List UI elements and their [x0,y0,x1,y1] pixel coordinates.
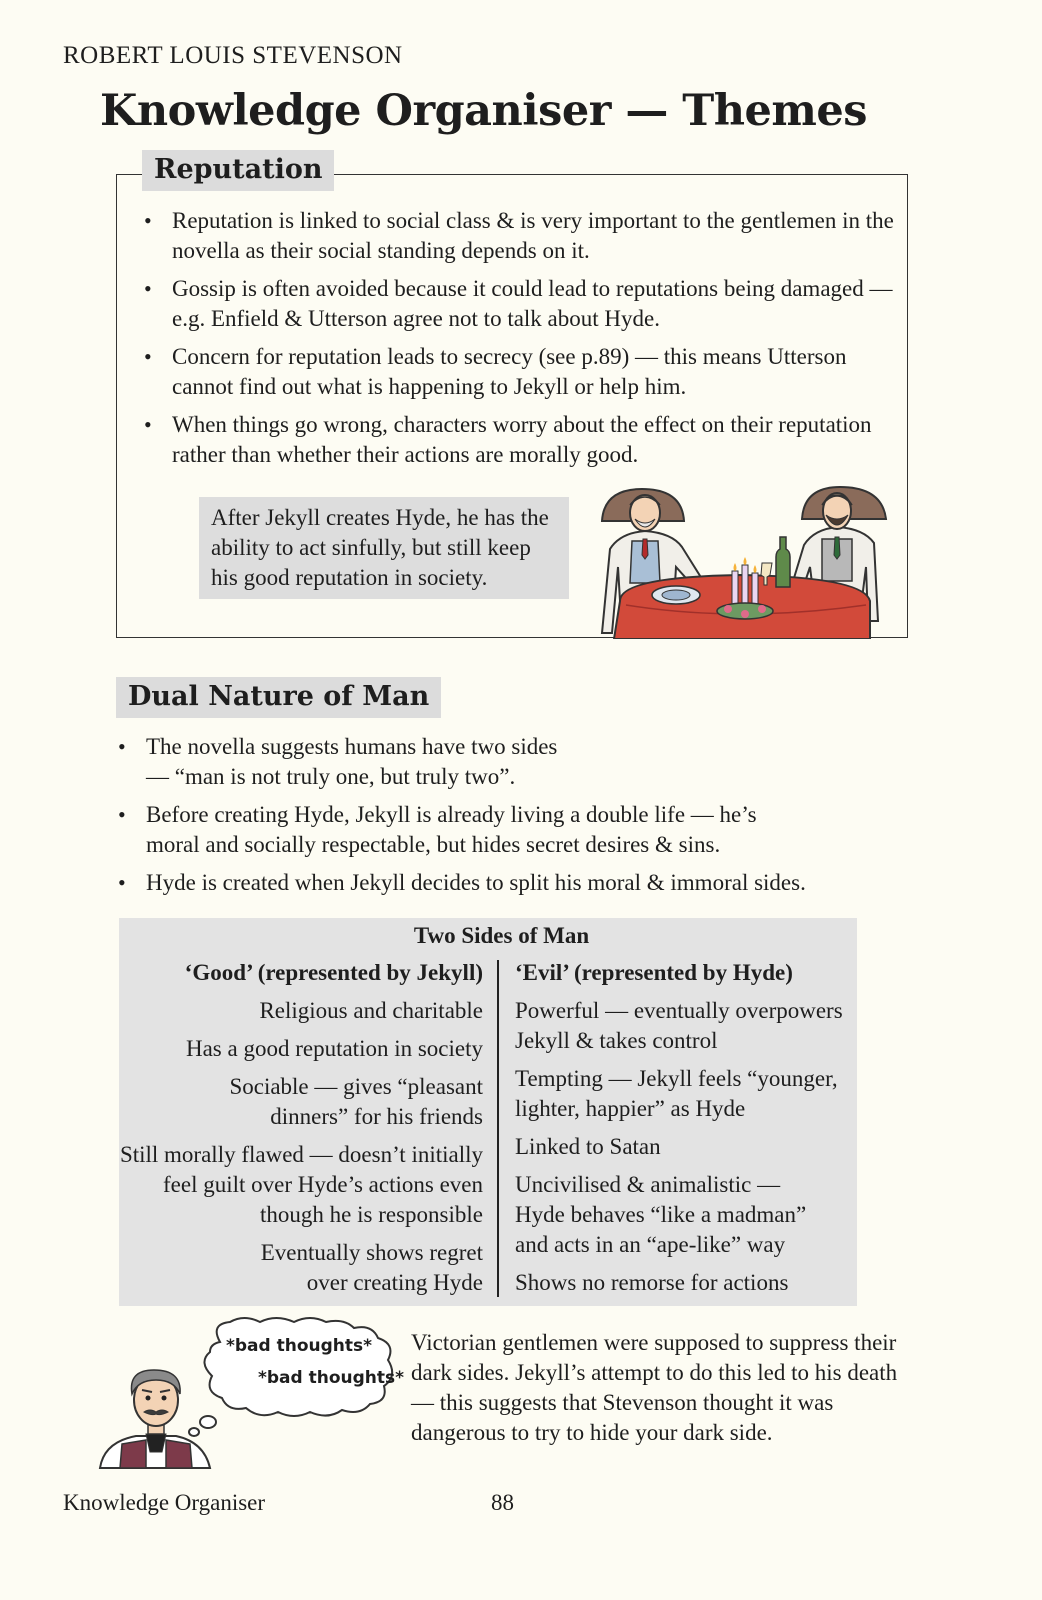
reputation-heading: Reputation [142,150,334,191]
evil-row: Linked to Satan [515,1134,661,1159]
list-item: • Reputation is linked to social class & is very important to the gentlemen in the novella as their social standing depends on it. [142,206,902,266]
closing-paragraph: Victorian gentlemen were supposed to suppress their dark sides. Jekyll’s attempt to do this led to his death — this suggests that Stevenson thought it was dangerous to try to hide your dark side. [411,1330,898,1445]
list-item: • Before creating Hyde, Jekyll is already living a double life — he’s moral and socially respectable, but hides secret desires & sins. [116,800,786,860]
dual-nature-bullets [116,732,916,906]
good-row: Has a good reputation in society [185,1036,483,1061]
footer-label: Knowledge Organiser [63,1490,266,1515]
good-row: Eventually shows regret over creating Hyde [260,1240,483,1295]
evil-column [515,958,855,1306]
evil-row: Uncivilised & animalistic — Hyde behaves “like a madman” and acts in an “ape-like” way [515,1172,807,1257]
good-row: Religious and charitable [259,998,483,1023]
evil-row: Powerful — eventually overpowers Jekyll & takes control [515,998,843,1053]
table-title: Two Sides of Man [413,923,590,948]
evil-column-header: ‘Evil’ (represented by Hyde) [515,960,793,985]
dual-nature-heading: Dual Nature of Man [116,677,441,718]
good-row: Sociable — gives “pleasant dinners” for his friends [229,1074,483,1129]
list-item: • When things go wrong, characters worry about the effect on their reputation rather than whether their actions are morally good. [142,410,902,470]
page-title: Knowledge Organiser — Themes [100,86,867,136]
good-column [119,958,483,1306]
two-sides-table [119,918,857,1306]
column-divider [497,960,499,1297]
running-head: ROBERT LOUIS STEVENSON [63,42,403,69]
evil-row: Shows no remorse for actions [515,1270,789,1295]
list-item: • Hyde is created when Jekyll decides to split his moral & immoral sides. [116,868,916,898]
page-number: 88 [491,1490,514,1515]
evil-row: Tempting — Jekyll feels “younger, lighter, happier” as Hyde [515,1066,838,1121]
reputation-callout: After Jekyll creates Hyde, he has the ability to act sinfully, but still keep his good reputation in society. [199,497,569,599]
good-row: Still morally flawed — doesn’t initially feel guilt over Hyde’s actions even though he is responsible [119,1142,483,1227]
good-column-header: ‘Good’ (represented by Jekyll) [184,960,483,985]
list-item: • The novella suggests humans have two sides — “man is not truly one, but truly two”. [116,732,586,792]
dinner-party-illustration [590,483,900,639]
thought-text-2: *bad thoughts* [258,1368,405,1388]
reputation-bullets [142,206,902,478]
list-item: • Gossip is often avoided because it could lead to reputations being damaged — e.g. Enfield & Utterson agree not to talk about Hyde. [142,274,902,334]
list-item: • Concern for reputation leads to secrecy (see p.89) — this means Utterson cannot find out what is happening to Jekyll or help him. [142,342,902,402]
thought-text-1: *bad thoughts* [226,1336,373,1356]
